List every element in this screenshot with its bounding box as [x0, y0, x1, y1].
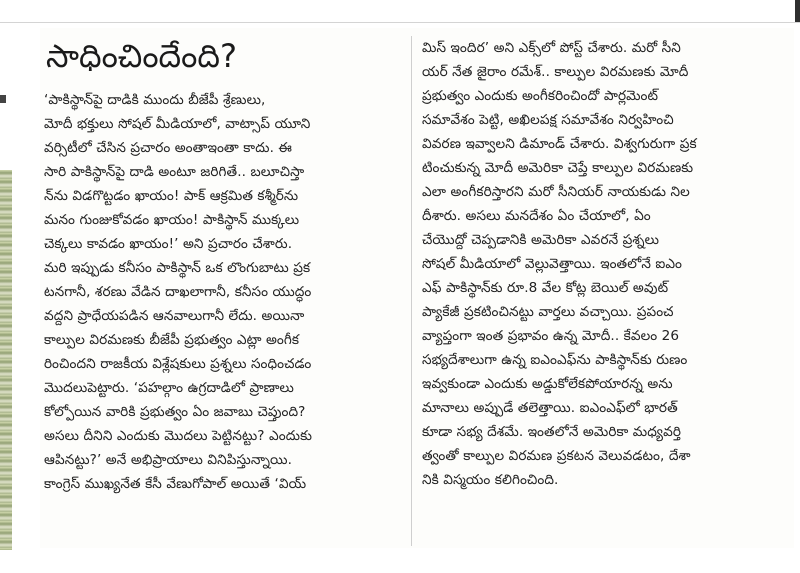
adjacent-photo-strip — [0, 170, 12, 550]
body-line: నికి విస్మయం కలిగించింది. — [422, 472, 559, 488]
body-line: కాల్పుల విరమణకు బీజేపీ ప్రభుత్వం ఎట్లా అంగీక — [44, 332, 300, 348]
column-divider — [411, 36, 412, 546]
body-line: న్‌ను విడగొట్టడం ఖాయం! పాక్ ఆక్రమిత కశ్మీర్‌ను — [44, 188, 299, 204]
body-line: ప్యాకేజీ ప్రకటించినట్టు వార్తలు వచ్చాయి. ప్రపంచ — [422, 304, 674, 320]
body-line: వర్సిటీలో చేసిన ప్రచారం అంతాఇంతా కాదు. ఈ — [44, 140, 293, 156]
body-line: టనగానీ, శరణు వేడిన దాఖలాగానీ, కనీసం యుద్ధం — [44, 284, 312, 300]
viewer-top-edge — [795, 0, 800, 22]
body-line: దీశారు. అసలు మనదేశం ఏం చేయాలో, ఏం — [422, 208, 651, 224]
body-line: మానాలు అప్పుడే తలెత్తాయి. ఐఎంఎఫ్‌లో భారత్ — [422, 400, 678, 416]
body-line: వద్దని ప్రాధేయపడిన ఆనవాలుగానీ లేదు. అయినా — [44, 308, 305, 324]
body-line: చెక్కలు కావడం ఖాయం!’ అని ప్రచారం చేశారు. — [44, 236, 293, 252]
viewer-top-bar — [0, 0, 800, 23]
body-line: త్వంతో కాల్పుల విరమణ ప్రకటన వెలువడటం, దేశా — [422, 448, 691, 464]
body-line: కోల్పోయిన వారికి ప్రభుత్వం ఏం జవాబు చెప్తుంది? — [44, 404, 306, 420]
body-line: మోదీ భక్తులు సోషల్ మీడియాలో, వాట్సాప్ యూని — [44, 116, 311, 132]
article-left-column — [40, 36, 402, 496]
body-line: మనం గుంజుకోవడం ఖాయం! పాకిస్థాన్ ముక్కలు — [44, 212, 300, 228]
body-line: చేయొద్దో చెప్పడానికి అమెరికా ఎవరనే ప్రశ్నలు — [422, 232, 660, 248]
body-line: సభ్యదేశాలుగా ఉన్న ఐఎంఎఫ్‌ను పాకిస్థాన్‌కు రుణం — [422, 352, 688, 368]
body-line: అసలు దీనిని ఎందుకు మొదలు పెట్టినట్టు? ఎందుకు — [44, 428, 312, 444]
body-line: ఎఫ్ పాకిస్థాన్‌కు రూ.8 వేల కోట్ల బెయిల్ అవుట్ — [422, 280, 669, 296]
body-line: మరి ఇప్పుడు కనీసం పాకిస్థాన్ ఒక లొంగుబాటు ప్రక — [44, 260, 311, 276]
side-marker — [0, 95, 6, 103]
body-line: టించుకున్న మోదీ అమెరికా చెప్తే కాల్పుల విరమణకు — [422, 160, 694, 176]
body-line: సమావేశం పెట్టి, అఖిలపక్ష సమావేశం నిర్వహించి — [422, 112, 674, 128]
body-line: సోషల్ మీడియాలో వెల్లువెత్తాయి. ఇంతలోనే ఐఎం — [422, 256, 683, 272]
body-line: కాంగ్రెస్ ముఖ్యనేత కేసీ వేణుగోపాల్ అయితే ‘వియ్ — [44, 476, 307, 492]
body-line: ప్రభుత్వం ఎందుకు అంగీకరించిందో పార్లమెంట్ — [422, 88, 659, 104]
body-line: వ్యాప్తంగా ఇంత ప్రభావం ఉన్న మోదీ.. కేవలం 26 — [422, 328, 680, 344]
body-line: ఆపినట్టు?’ అనే అభిప్రాయాలు వినిపిస్తున్నాయి. — [44, 452, 293, 468]
body-line: ఇవ్వకుండా ఎందుకు అడ్డుకోలేకపోయారన్న అను — [422, 376, 673, 392]
article-headline: సాధించిందేంది? — [46, 37, 237, 75]
article-right-column — [418, 36, 788, 492]
body-line: కూడా సభ్య దేశమే. ఇంతలోనే అమెరికా మధ్యవర్తి — [422, 424, 682, 440]
body-line: యర్ నేత జైరాం రమేశ్.. కాల్పుల విరమణకు మోదీ — [422, 64, 689, 80]
body-line: సారి పాకిస్థాన్‌పై దాడి అంటూ జరిగితే.. బలూచిస్తా — [44, 164, 305, 180]
body-line: ‘పాకిస్థాన్‌పై దాడికి ముందు బీజేపీ శ్రేణులు, — [44, 92, 266, 108]
body-line: మొదలుపెట్టారు. ‘పహల్గాం ఉగ్రదాడిలో ప్రాణాలు — [44, 380, 294, 396]
body-line: రించిందని రాజకీయ విశ్లేషకులు ప్రశ్నలు సంధించడం — [44, 356, 312, 372]
body-line: ఎలా అంగీకరిస్తారని మరో సీనియర్ నాయకుడు నిల — [422, 184, 690, 200]
body-line: వివరణ ఇవ్వాలని డిమాండ్ చేశారు. విశ్వగురుగా ప్రక — [422, 136, 697, 152]
body-line: మిస్ ఇందిర’ అని ఎక్స్‌లో పోస్ట్ చేశారు. మరో సీని — [422, 40, 681, 56]
